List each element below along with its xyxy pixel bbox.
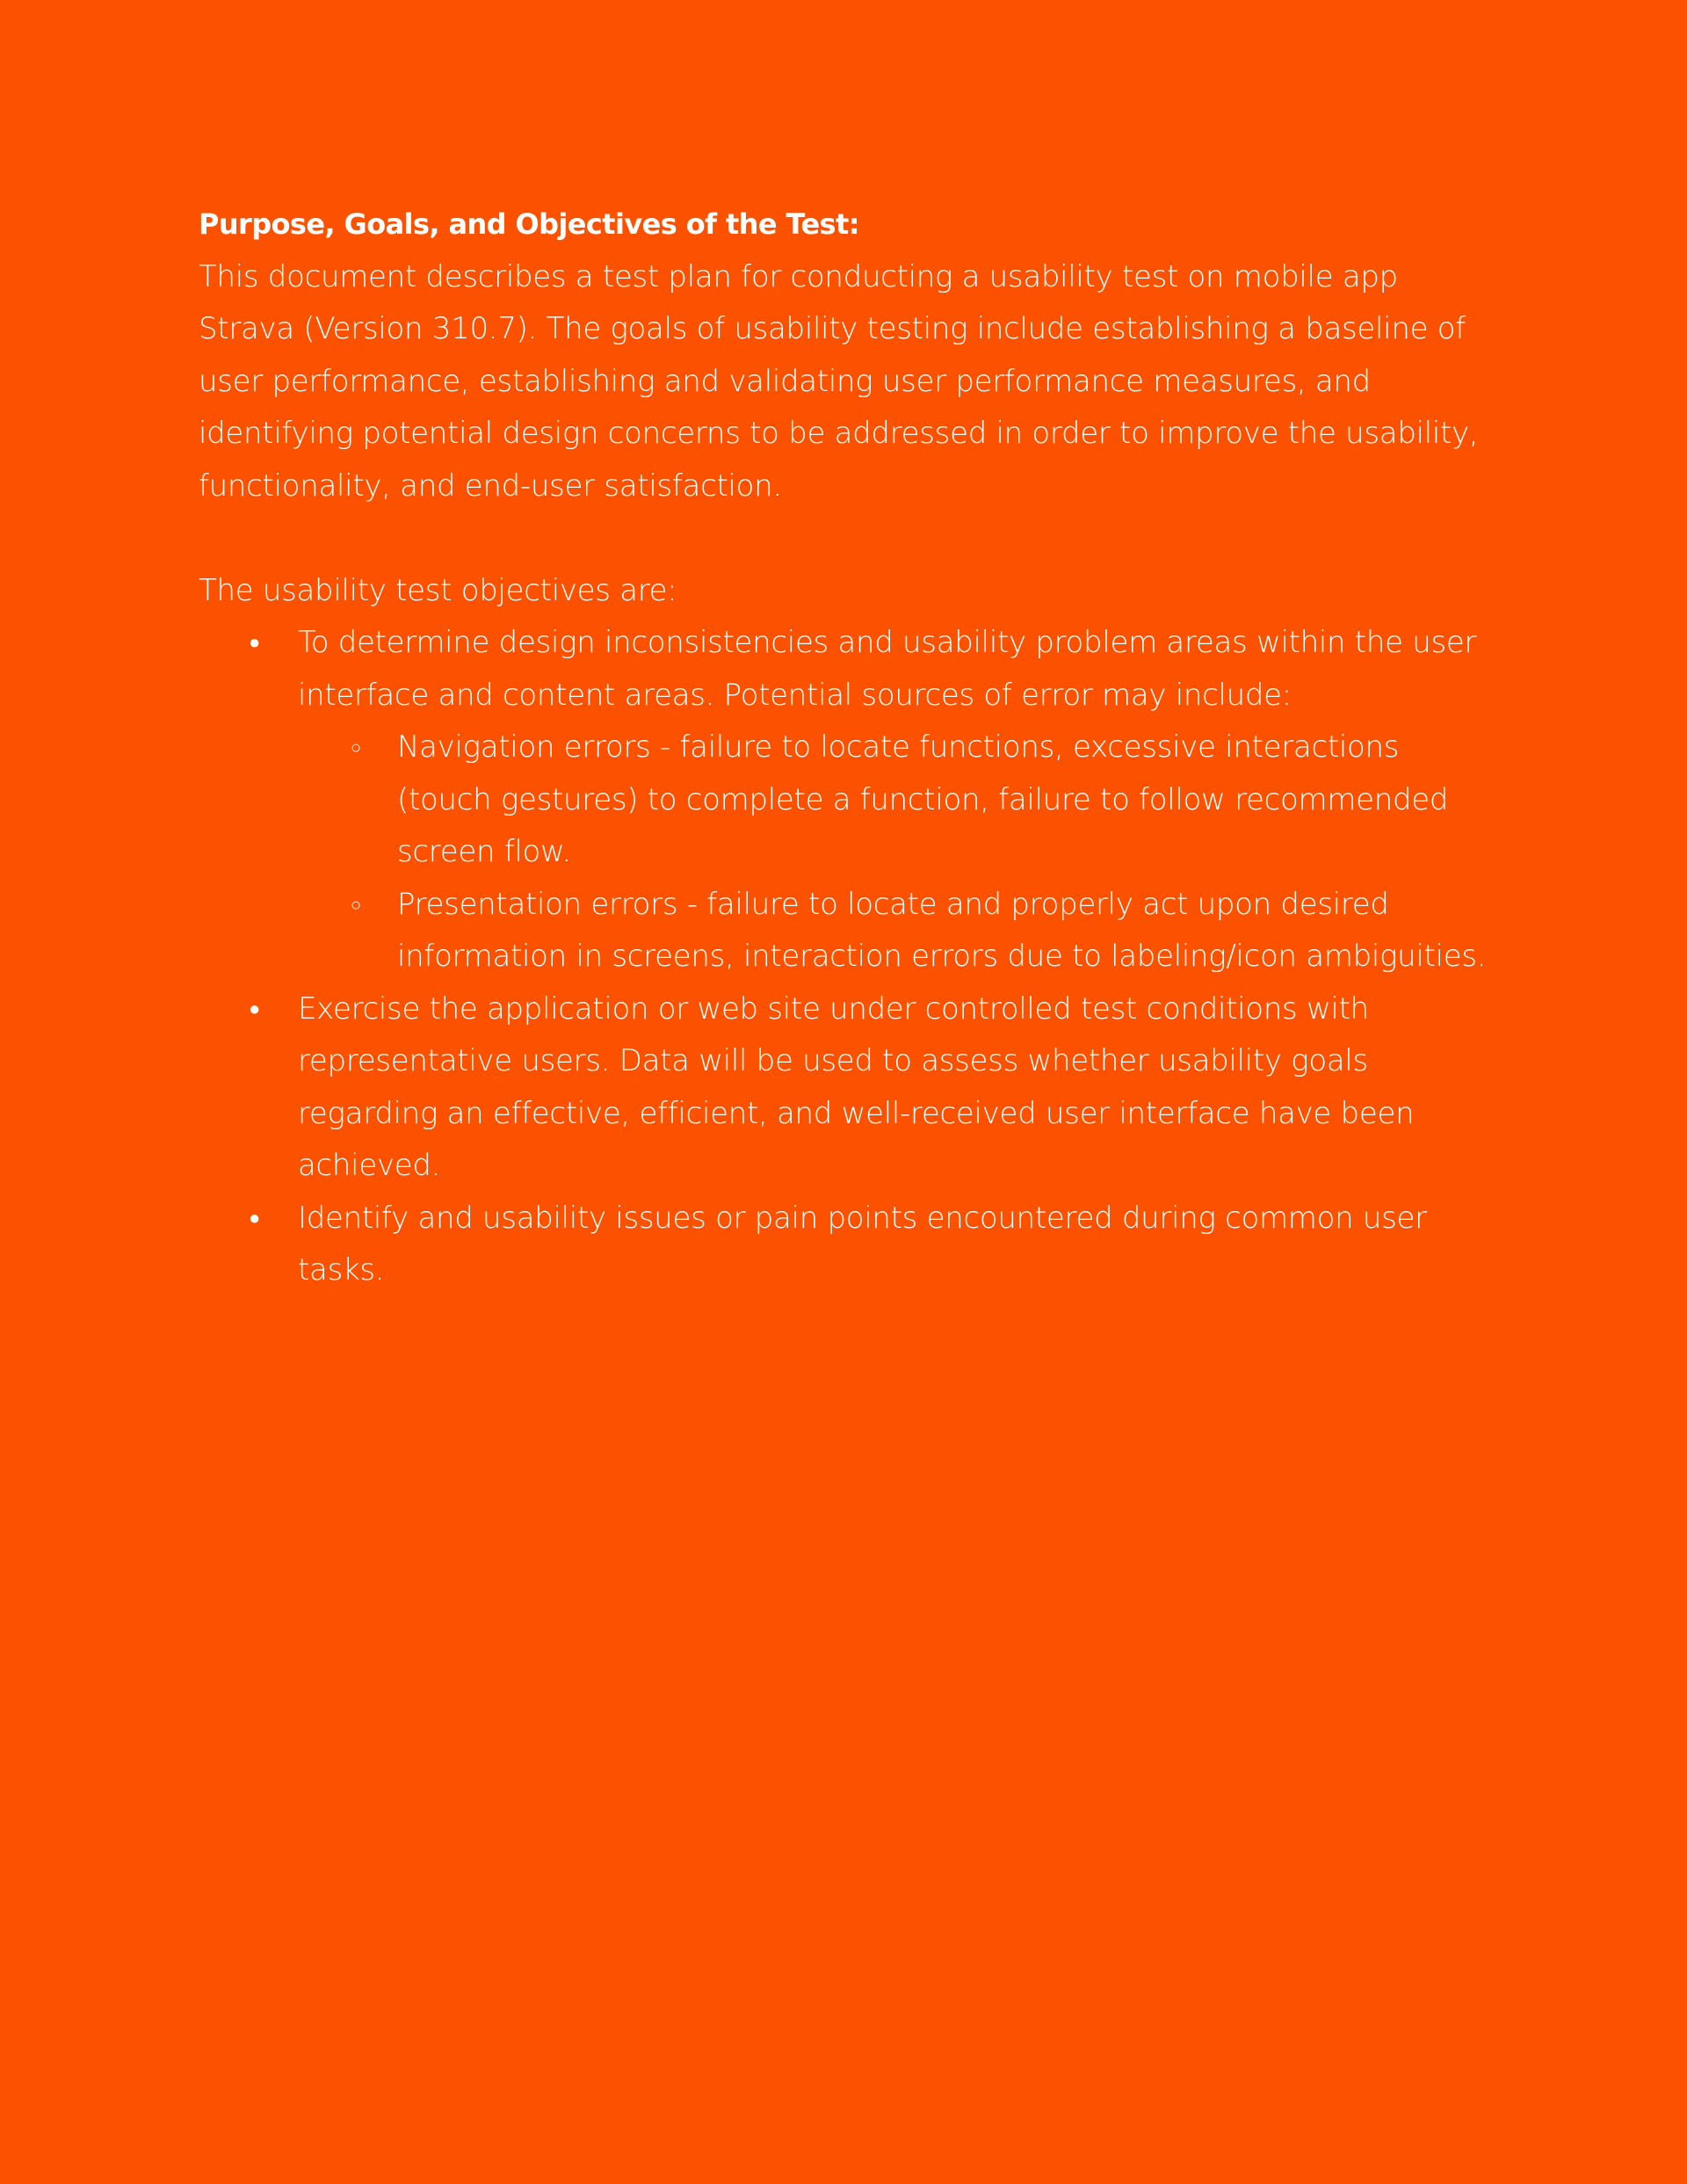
bullet-dot-icon: ● (249, 1207, 260, 1230)
objective-text: Identify and usability issues or pain points encountered during common user tasks. (298, 1200, 1427, 1288)
bullet-dot-icon: ● (249, 998, 260, 1020)
section-heading: Purpose, Goals, and Objectives of the Test: (199, 207, 859, 241)
objective-text: Exercise the application or web site under controlled test conditions with representative users. Data will be used to assess whether usability goals regarding an effective, efficient, and well-received user interface have been achieved. (298, 990, 1415, 1183)
sub-item-text: Presentation errors - failure to locate and properly act upon desired information in screens, interaction errors due to labeling/icon ambiguities. (397, 886, 1487, 974)
sub-item (298, 722, 1490, 879)
error-sources-list (298, 722, 1490, 983)
intro-paragraph: This document describes a test plan for conducting a usability test on mobile app Strava (Version 310.7). The goals of usability testing include establishing a baseline of user performance, establishing and validating user performance measures, and identifying potential design concerns to be addressed in order to improve the usability, functionality, and end-user satisfaction. (199, 258, 1479, 504)
sub-item-text: Navigation errors - failure to locate functions, excessive interactions (touch gestures) to complete a function, failure to follow recommended screen flow. (397, 729, 1449, 869)
bullet-circle-icon: ○ (351, 736, 361, 758)
paragraph-spacer (199, 512, 1490, 565)
document-page (199, 199, 1490, 1297)
objective-item (199, 983, 1490, 1193)
objective-item (199, 1193, 1490, 1297)
sub-item (298, 879, 1490, 983)
objective-item (199, 617, 1490, 983)
bullet-dot-icon: ● (249, 632, 260, 654)
objectives-lead: The usability test objectives are: (199, 572, 677, 608)
objective-text: To determine design inconsistencies and usability problem areas within the user interface and content areas. Potential sources of error may include: (298, 625, 1477, 713)
objectives-list (199, 617, 1490, 1297)
bullet-circle-icon: ○ (351, 893, 361, 915)
